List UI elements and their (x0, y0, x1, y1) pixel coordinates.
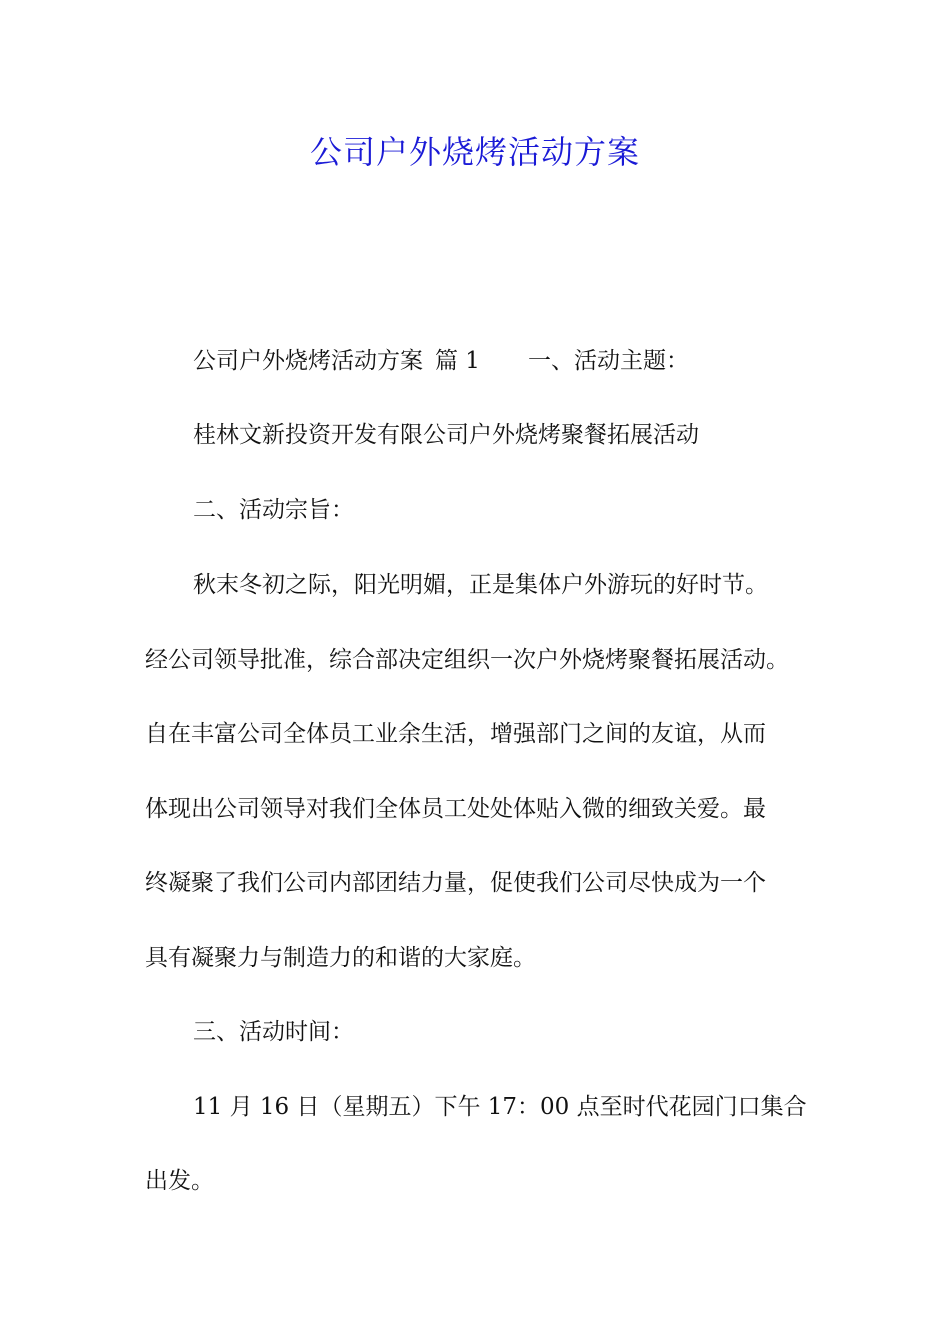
heading-line (193, 346, 689, 376)
purpose-line: 秋末冬初之际，阳光明媚，正是集体户外游玩的好时节。 (193, 572, 768, 598)
purpose-line: 自在丰富公司全体员工业余生活，增强部门之间的友谊，从而 (145, 721, 766, 747)
section2-heading: 二、活动宗旨： (193, 497, 354, 523)
heading-article-number: 篇 1 (435, 348, 480, 374)
purpose-line: 经公司领导批准，综合部决定组织一次户外烧烤聚餐拓展活动。 (145, 647, 789, 673)
theme-text: 桂林文新投资开发有限公司户外烧烤聚餐拓展活动 (193, 422, 699, 448)
document-title: 公司户外烧烤活动方案 (309, 133, 640, 171)
time-line: 出发。 (145, 1168, 214, 1194)
heading-doc-name: 公司户外烧烤活动方案 (193, 348, 423, 374)
purpose-line: 终凝聚了我们公司内部团结力量，促使我们公司尽快成为一个 (145, 870, 766, 896)
purpose-line: 体现出公司领导对我们全体员工处处体贴入微的细致关爱。最 (145, 796, 766, 822)
purpose-line: 具有凝聚力与制造力的和谐的大家庭。 (145, 945, 536, 971)
section1-heading: 一、活动主题： (527, 348, 689, 374)
time-line: 11 月 16 日（星期五）下午 17：00 点至时代花园门口集合 (193, 1094, 807, 1120)
section3-heading: 三、活动时间： (193, 1019, 354, 1045)
